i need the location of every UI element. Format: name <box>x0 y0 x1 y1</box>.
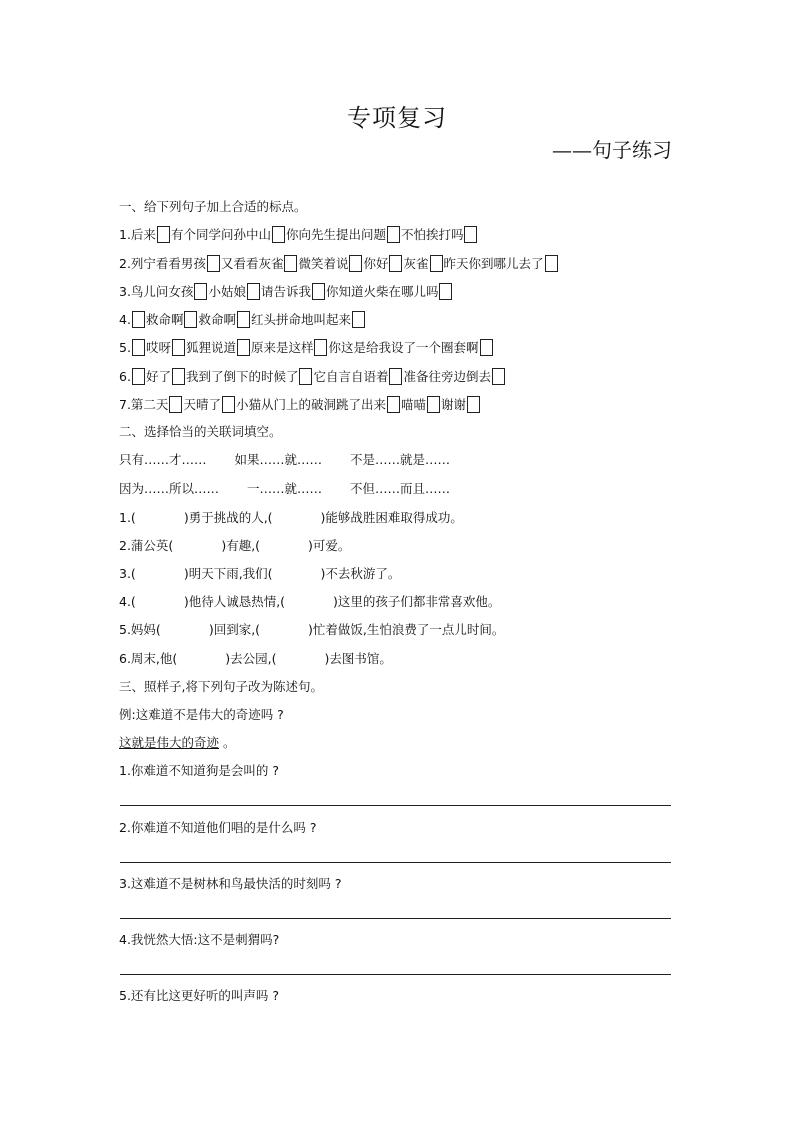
sentence-text: 1.后来 <box>119 227 156 242</box>
punctuation-box[interactable] <box>272 226 285 243</box>
punctuation-box[interactable] <box>467 396 480 413</box>
punctuation-box[interactable] <box>464 226 477 243</box>
item-text: )不去秋游了。 <box>320 566 401 581</box>
sentence-text: 7.第二天 <box>119 397 169 412</box>
punctuation-box[interactable] <box>427 396 440 413</box>
sentence-text: 你好 <box>363 256 389 271</box>
conjunction-options-row2 <box>119 479 450 499</box>
punctuation-line <box>119 310 366 330</box>
sentence-text: 它自言自语着 <box>313 369 389 384</box>
sentence-text: 好了 <box>145 369 171 384</box>
sentence-text: 不怕挨打吗 <box>400 227 464 242</box>
punctuation-box[interactable] <box>299 368 312 385</box>
answer-line[interactable] <box>120 974 671 975</box>
sentence-text: 红头拼命地叫起来 <box>250 312 351 327</box>
punctuation-line <box>119 395 481 415</box>
sentence-text: 救命啊 <box>145 312 184 327</box>
answer-line[interactable] <box>120 918 671 919</box>
section2-heading: 二、选择恰当的关联词填空。 <box>119 424 282 439</box>
item-text: )忙着做饭,生怕浪费了一点儿时间。 <box>308 622 505 637</box>
item-text: 5.妈妈( <box>119 622 161 637</box>
sentence-text: 救命啊 <box>198 312 236 327</box>
example-question: 例:这难道不是伟大的奇迹吗 ? <box>119 707 284 722</box>
sentence-text: 狐狸说道 <box>185 340 236 355</box>
punctuation-box[interactable] <box>439 283 452 300</box>
punctuation-box[interactable] <box>492 368 505 385</box>
punctuation-box[interactable] <box>194 283 207 300</box>
sentence-text: 有个同学问孙中山 <box>170 227 271 242</box>
conjunction-item <box>119 620 504 640</box>
item-text: )明天下雨,我们( <box>183 566 273 581</box>
sentence-text: 2.列宁看看男孩 <box>119 256 206 271</box>
conjunction-option: 只有……才…… <box>119 452 207 467</box>
page-subtitle: ——句子练习 <box>552 138 672 162</box>
sentence-text: 你这是给我设了一个圈套啊 <box>328 340 479 355</box>
item-text: 4.( <box>119 594 136 609</box>
punctuation-box[interactable] <box>545 255 558 272</box>
punctuation-line <box>119 282 453 302</box>
punctuation-box[interactable] <box>389 368 402 385</box>
punctuation-line <box>119 225 478 245</box>
conjunction-options-row1 <box>119 450 450 470</box>
punctuation-box[interactable] <box>389 255 402 272</box>
sentence-text: 6. <box>119 369 131 384</box>
example-period: 。 <box>219 735 236 750</box>
punctuation-box[interactable] <box>172 368 185 385</box>
rewrite-question: 3.这难道不是树林和鸟最快活的时刻吗 ? <box>119 876 342 891</box>
rewrite-question: 5.还有比这更好听的叫声吗 ? <box>119 988 280 1003</box>
punctuation-box[interactable] <box>132 339 145 356</box>
punctuation-box[interactable] <box>387 396 400 413</box>
example-answer: 这就是伟大的奇迹 <box>119 735 220 750</box>
item-text: 6.周末,他( <box>119 651 178 666</box>
rewrite-question: 1.你难道不知道狗是会叫的 ? <box>119 763 280 778</box>
conjunction-option: 一……就…… <box>247 481 323 496</box>
punctuation-box[interactable] <box>184 311 197 328</box>
punctuation-box[interactable] <box>237 311 250 328</box>
sentence-text: 哎呀 <box>145 340 171 355</box>
answer-line[interactable] <box>120 805 671 806</box>
punctuation-box[interactable] <box>349 255 362 272</box>
punctuation-box[interactable] <box>312 283 325 300</box>
conjunction-option: 不是……就是…… <box>350 452 451 467</box>
sentence-text: 请告诉我 <box>260 284 311 299</box>
item-text: )他待人诚恳热情,( <box>183 594 286 609</box>
conjunction-option: 不但……而且…… <box>350 481 451 496</box>
page-title: 专项复习 <box>347 104 447 132</box>
sentence-text: 5. <box>119 340 131 355</box>
conjunction-item <box>119 564 400 584</box>
punctuation-box[interactable] <box>284 255 297 272</box>
section1-heading: 一、给下列句子加上合适的标点。 <box>119 199 307 214</box>
punctuation-box[interactable] <box>237 339 250 356</box>
punctuation-box[interactable] <box>169 396 182 413</box>
conjunction-option: 如果……就…… <box>234 452 323 467</box>
sentence-text: 又看看灰雀 <box>220 256 284 271</box>
rewrite-question: 4.我恍然大悟:这不是刺猬吗? <box>119 932 280 947</box>
sentence-text: 3.鸟儿问女孩 <box>119 284 194 299</box>
sentence-text: 4. <box>119 312 131 327</box>
item-text: )能够战胜困难取得成功。 <box>320 510 463 525</box>
sentence-text: 微笑着说 <box>298 256 349 271</box>
sentence-text: 谢谢 <box>440 397 466 412</box>
punctuation-box[interactable] <box>387 226 400 243</box>
section3-heading: 三、照样子,将下列句子改为陈述句。 <box>119 679 323 694</box>
rewrite-question: 2.你难道不知道他们唱的是什么吗 ? <box>119 820 317 835</box>
punctuation-box[interactable] <box>480 339 493 356</box>
punctuation-box[interactable] <box>430 255 443 272</box>
punctuation-box[interactable] <box>132 311 145 328</box>
punctuation-box[interactable] <box>314 339 327 356</box>
sentence-text: 天晴了 <box>183 397 221 412</box>
item-text: )可爱。 <box>308 538 351 553</box>
conjunction-option: 因为……所以…… <box>119 481 220 496</box>
sentence-text: 小猫从门上的破洞跳了出来 <box>235 397 386 412</box>
punctuation-line <box>119 338 494 358</box>
item-text: )这里的孩子们都非常喜欢他。 <box>333 594 501 609</box>
punctuation-box[interactable] <box>352 311 365 328</box>
item-text: 1.( <box>119 510 136 525</box>
punctuation-box[interactable] <box>172 339 185 356</box>
punctuation-box[interactable] <box>222 396 235 413</box>
sentence-text: 准备往旁边倒去 <box>403 369 491 384</box>
item-text: )去公园,( <box>225 651 277 666</box>
item-text: )有趣,( <box>221 538 261 553</box>
conjunction-item <box>119 592 500 612</box>
item-text: 2.蒲公英( <box>119 538 174 553</box>
punctuation-box[interactable] <box>132 368 145 385</box>
sentence-text: 我到了倒下的时候了 <box>185 369 299 384</box>
item-text: )去图书馆。 <box>324 651 392 666</box>
sentence-text: 你向先生提出问题 <box>285 227 386 242</box>
conjunction-item <box>119 649 392 669</box>
sentence-text: 小姑娘 <box>208 284 246 299</box>
example-answer-row <box>119 733 236 753</box>
sentence-text: 昨天你到哪儿去了 <box>443 256 544 271</box>
answer-line[interactable] <box>120 862 671 863</box>
punctuation-line <box>119 367 506 387</box>
sentence-text: 喵喵 <box>400 397 426 412</box>
punctuation-box[interactable] <box>207 255 220 272</box>
item-text: )回到家,( <box>208 622 261 637</box>
punctuation-line <box>119 254 559 274</box>
item-text: )勇于挑战的人,( <box>183 510 273 525</box>
punctuation-box[interactable] <box>157 226 170 243</box>
sentence-text: 灰雀 <box>403 256 429 271</box>
punctuation-box[interactable] <box>247 283 260 300</box>
item-text: 3.( <box>119 566 136 581</box>
sentence-text: 原来是这样 <box>250 340 314 355</box>
conjunction-item <box>119 508 463 528</box>
sentence-text: 你知道火柴在哪儿吗 <box>325 284 439 299</box>
conjunction-item <box>119 536 350 556</box>
